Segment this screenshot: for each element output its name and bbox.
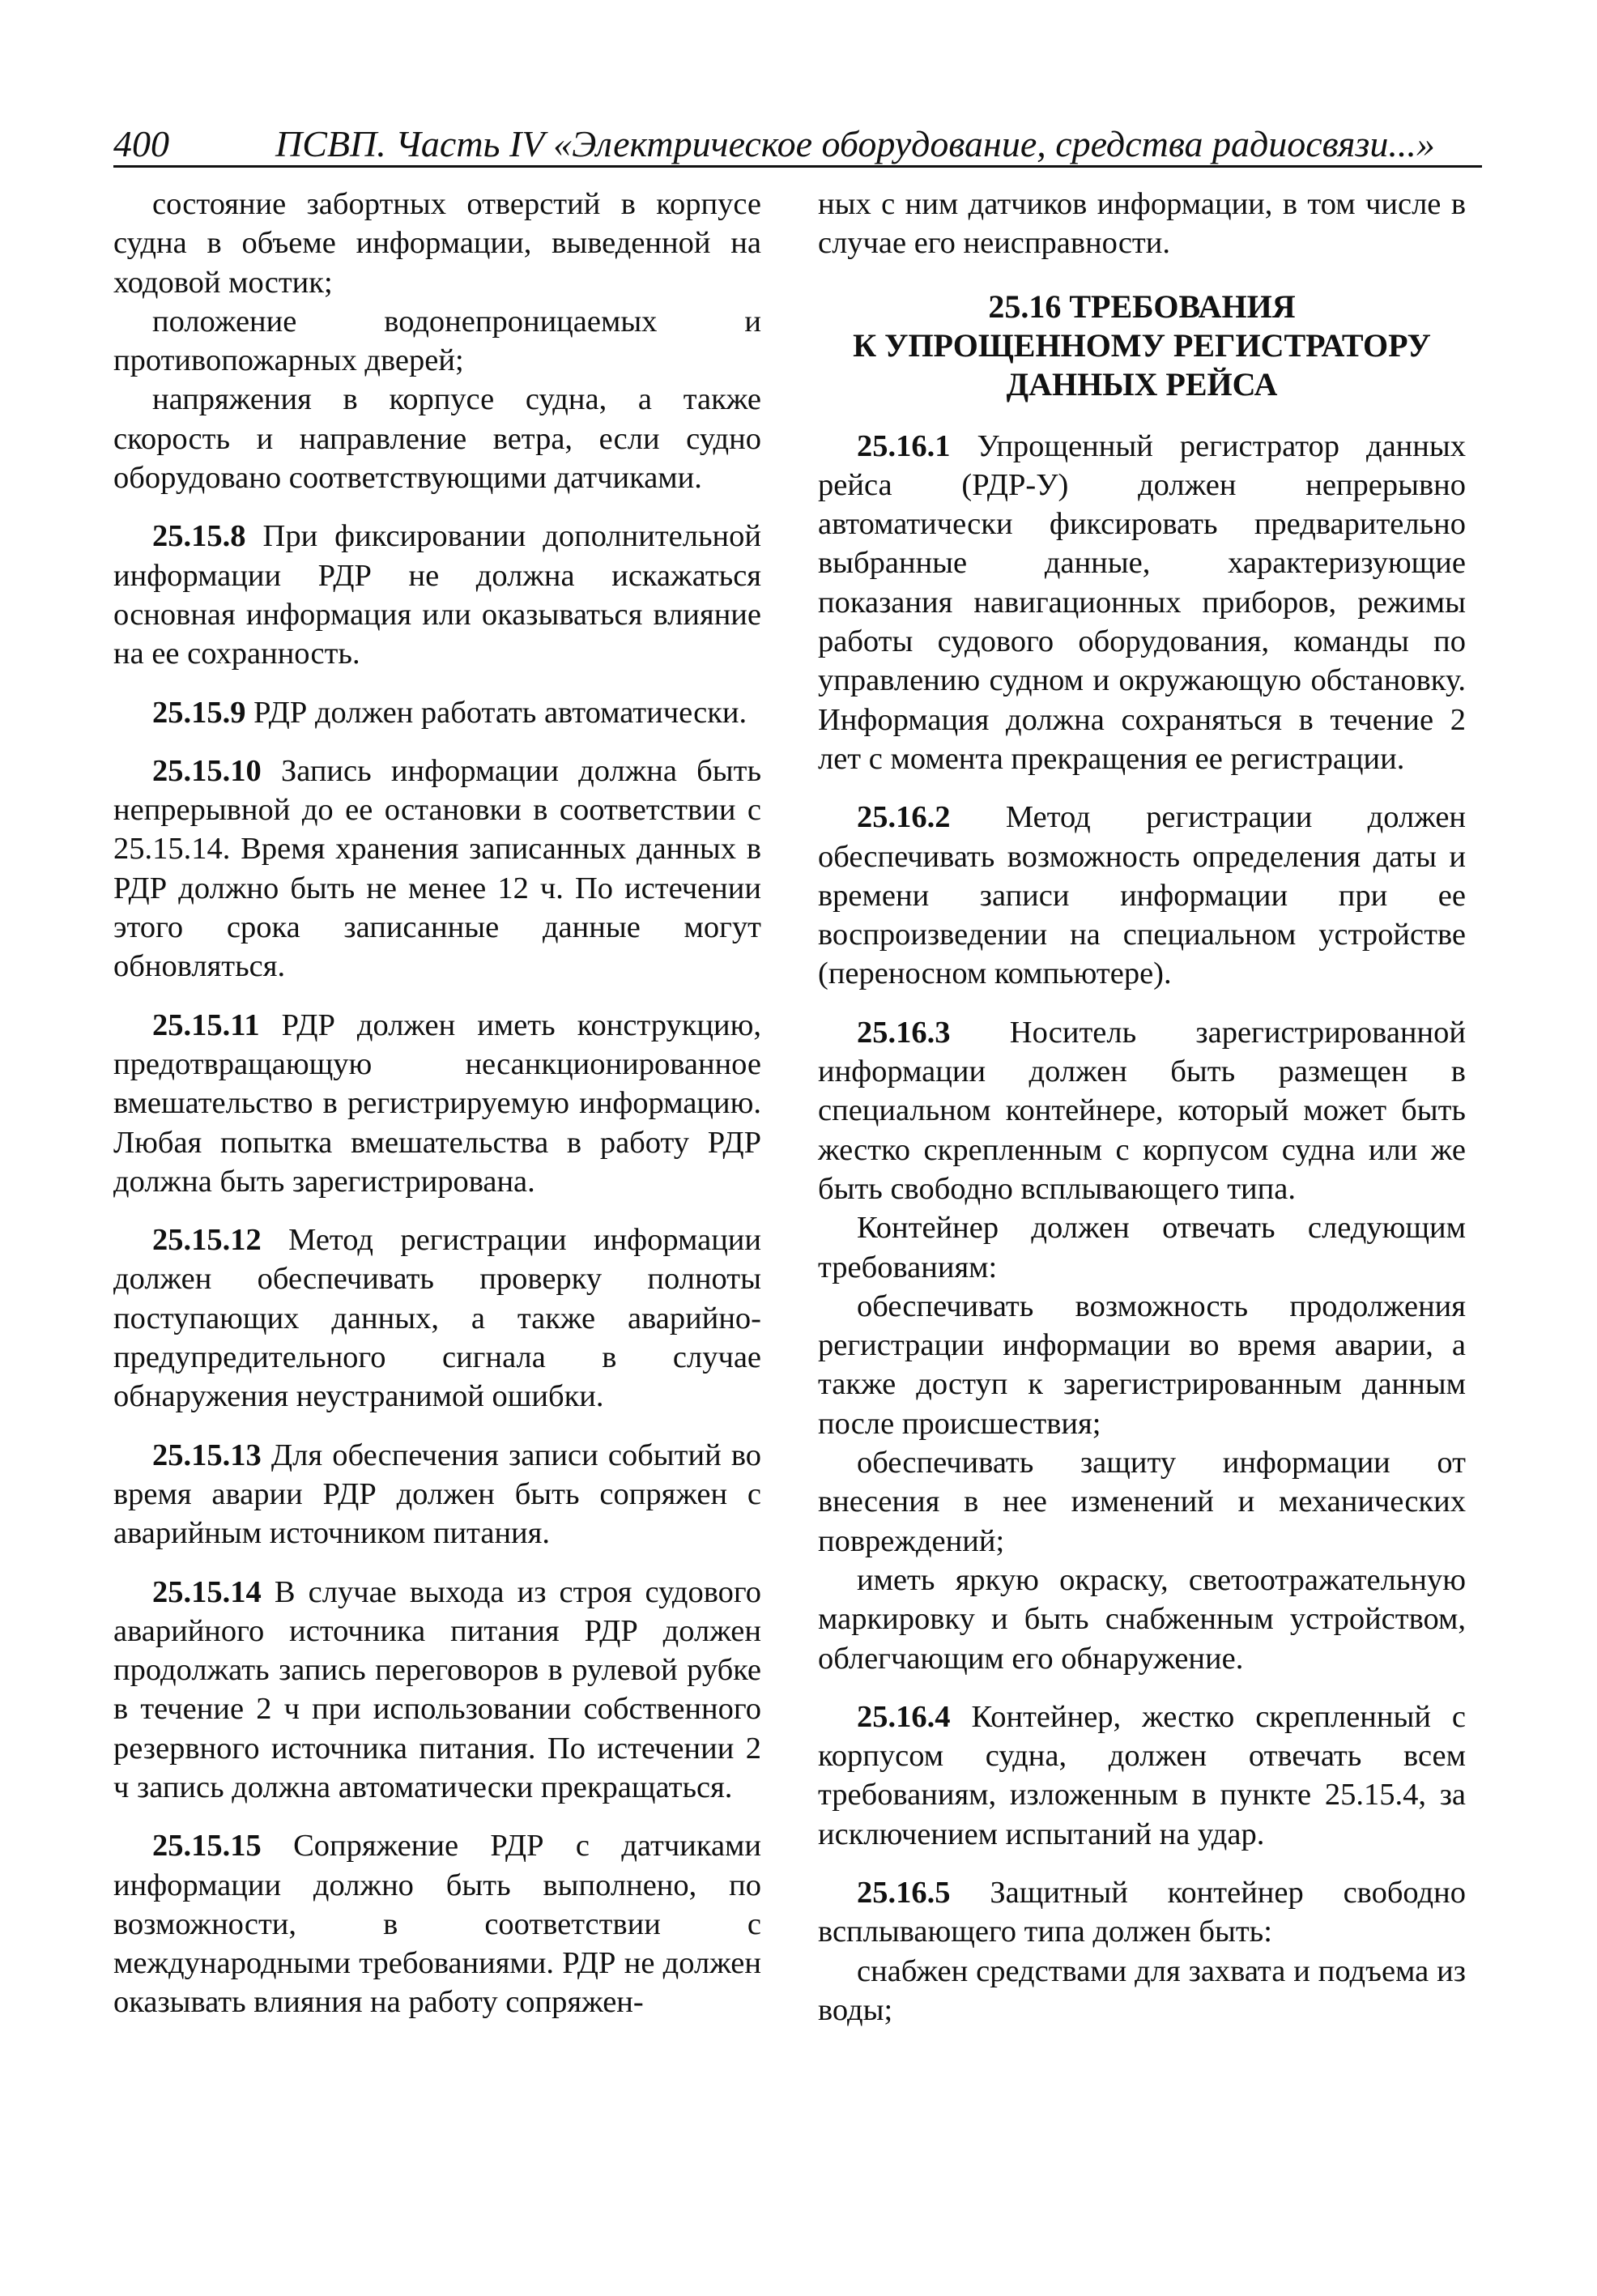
right-column: [818, 185, 1466, 2030]
clause-25-15-11: [113, 1006, 761, 1201]
clause-25-15-15: [113, 1826, 761, 2021]
clause-text: Носитель зарегистрированной информации должен быть размещен в специальном контейнере, который может быть жестко скрепленным с корпусом судна или же быть свободно всплывающего типа.: [818, 1015, 1466, 1206]
clause-number: 25.16.3: [857, 1015, 951, 1050]
clause-25-15-14: [113, 1573, 761, 1808]
clause-number: 25.15.8: [152, 519, 246, 554]
clause-25-16-4: [818, 1698, 1466, 1854]
clause-number: 25.16.1: [857, 428, 951, 463]
running-title: ПСВП. Часть IV «Электрическое оборудование, средства радиосвязи...»: [275, 123, 1435, 164]
clause-25-15-9: [113, 693, 761, 732]
section-heading-line: К УПРОЩЕННОМУ РЕГИСТРАТОРУ: [853, 326, 1431, 364]
list-item: напряжения в корпусе судна, а также скорость и направление ветра, если судно оборудовано соответствующими датчиками.: [113, 382, 761, 496]
clause-25-15-12: [113, 1220, 761, 1416]
header-rule: [113, 165, 1482, 168]
clause-25-15-13: [113, 1436, 761, 1553]
clause-text: Упрощенный регистратор данных рейса (РДР-У) должен непрерывно автоматически фиксировать предварительно выбранные данные, характеризующие показания навигационных приборов, режимы работы судового оборудования, команды по управлению судном и окружающую обстановку. Информация должна сохраняться в течение 2 лет с момента прекращения ее регистрации.: [818, 428, 1467, 776]
clause-text: В случае выхода из строя судового аварийного источника питания РДР должен продолжать запись переговоров в рулевой рубке в течение 2 ч при использовании собственного резервного источника питания. По истечении 2 ч запись должна автоматически прекращаться.: [113, 1574, 762, 1804]
clause-number: 25.15.12: [152, 1223, 262, 1258]
list-item: иметь яркую окраску, светоотражательную маркировку и быть снабженным устройством, облегчающим его обнаружение.: [818, 1562, 1466, 1676]
clause-25-16-3: [818, 1013, 1466, 1208]
section-heading: [818, 288, 1466, 404]
page-header: [113, 121, 1482, 167]
clause-text: При фиксировании дополнительной информации РДР не должна искажаться основная информация или оказываться влияние на ее сохранность.: [113, 519, 761, 671]
section-heading-line: 25.16 ТРЕБОВАНИЯ: [988, 288, 1296, 325]
clause-text: Для обеспечения записи событий во время аварии РДР должен быть сопряжен с аварийным источником питания.: [113, 1438, 761, 1551]
continuation-text: ных с ним датчиков информации, в том числе в случае его неисправности.: [818, 187, 1466, 261]
clause-text: Сопряжение РДР с датчиками информации должно быть выполнено, по возможности, в соответствии с международными требованиями. РДР не должен оказывать влияния на работу сопряжен-: [113, 1829, 761, 2020]
left-column: [113, 185, 761, 2022]
clause-number: 25.16.4: [857, 1699, 951, 1734]
clause-text: Контейнер, жестко скрепленный с корпусом судна, должен отвечать всем требованиям, изложенным в пункте 25.15.4, за исключением испытаний на удар.: [818, 1699, 1466, 1851]
container-intro: Контейнер должен отвечать следующим требованиям:: [818, 1211, 1466, 1284]
clause-number: 25.15.14: [152, 1574, 262, 1609]
clause-25-16-1: [818, 427, 1466, 779]
list-item: положение водонепроницаемых и противопожарных дверей;: [113, 304, 761, 378]
clause-text: Метод регистрации должен обеспечивать возможность определения даты и времени записи информации при ее воспроизведении на специальном устройстве (переносном компьютере).: [818, 800, 1467, 991]
clause-number: 25.15.11: [152, 1007, 260, 1042]
clause-number: 25.15.15: [152, 1829, 262, 1864]
clause-25-15-8: [113, 517, 761, 673]
clause-text: Запись информации должна быть непрерывной до ее остановки в соответствии с 25.15.14. Время хранения записанных данных в РДР должно быть не менее 12 ч. По истечении этого срока записанные данные могут обновляться.: [113, 753, 762, 984]
list-item: обеспечивать возможность продолжения регистрации информации во время аварии, а также доступ к зарегистрированным данным после происшествия;: [818, 1289, 1466, 1441]
clause-text: РДР должен иметь конструкцию, предотвращающую несанкционированное вмешательство в регистрируемую информацию. Любая попытка вмешательства в работу РДР должна быть зарегистрирована.: [113, 1007, 761, 1199]
clause-number: 25.15.9: [152, 695, 246, 730]
clause-number: 25.16.5: [857, 1875, 951, 1910]
clause-25-16-5: [818, 1873, 1466, 1952]
clause-text: Метод регистрации информации должен обеспечивать проверку полноты поступающих данных, а также аварийно-предупредительного сигнала в случае обнаружения неустранимой ошибки.: [113, 1223, 762, 1414]
section-heading-line: ДАННЫХ РЕЙСА: [1006, 365, 1278, 403]
clause-number: 25.15.13: [152, 1438, 262, 1472]
list-item: обеспечивать защиту информации от внесения в нее изменений и механических повреждений;: [818, 1446, 1466, 1558]
clause-number: 25.16.2: [857, 800, 951, 835]
clause-number: 25.15.10: [152, 753, 262, 788]
clause-25-16-2: [818, 798, 1466, 993]
list-item: состояние забортных отверстий в корпусе судна в объеме информации, выведенной на ходовой мостик;: [113, 187, 761, 300]
page-number: 400: [113, 123, 169, 164]
clause-text: Защитный контейнер свободно всплывающего типа должен быть:: [818, 1875, 1466, 1949]
clause-text: РДР должен работать автоматически.: [253, 695, 747, 730]
list-item: снабжен средствами для захвата и подъема из воды;: [818, 1953, 1466, 2027]
clause-25-15-10: [113, 752, 761, 986]
